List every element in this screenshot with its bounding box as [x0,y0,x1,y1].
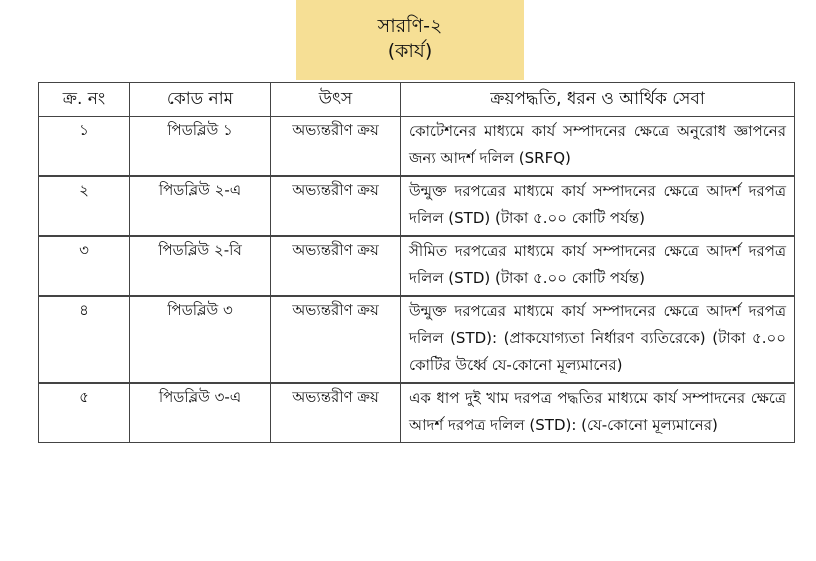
cell-serial: ৪ [39,296,130,383]
header-code: কোড নাম [130,83,271,117]
cell-description: সীমিত দরপত্রের মাধ্যমে কার্য সম্পাদনের ক্ষেত্রে আদর্শ দরপত্র দলিল (STD) (টাকা ৫.০০ কোটি পর্যন্ত) [401,236,795,296]
cell-serial: ১ [39,117,130,177]
cell-code: পিডব্লিউ ২-এ [130,176,271,236]
table-row [39,176,795,236]
cell-serial: ২ [39,176,130,236]
cell-code: পিডব্লিউ ৩-এ [130,383,271,443]
table-row [39,117,795,177]
cell-source: অভ্যন্তরীণ ক্রয় [271,236,401,296]
header-source: উৎস [271,83,401,117]
procurement-table [38,82,795,443]
cell-description: এক ধাপ দুই খাম দরপত্র পদ্ধতির মাধ্যমে কার্য সম্পাদনের ক্ষেত্রে আদর্শ দরপত্র দলিল (STD): (যে-কোনো মূল্যমানের) [401,383,795,443]
cell-code: পিডব্লিউ ১ [130,117,271,177]
cell-source: অভ্যন্তরীণ ক্রয় [271,176,401,236]
cell-code: পিডব্লিউ ২-বি [130,236,271,296]
table-row [39,236,795,296]
cell-serial: ৩ [39,236,130,296]
cell-source: অভ্যন্তরীণ ক্রয় [271,383,401,443]
cell-source: অভ্যন্তরীণ ক্রয় [271,117,401,177]
caption-title: সারণি-২ [377,15,443,37]
table-row [39,296,795,383]
cell-source: অভ্যন্তরীণ ক্রয় [271,296,401,383]
cell-serial: ৫ [39,383,130,443]
caption-subtitle: (কার্য) [387,40,433,62]
table-row [39,383,795,443]
header-description: ক্রয়পদ্ধতি, ধরন ও আর্থিক সেবা [401,83,795,117]
header-row [39,83,795,117]
cell-description: উন্মুক্ত দরপত্রের মাধ্যমে কার্য সম্পাদনের ক্ষেত্রে আদর্শ দরপত্র দলিল (STD) (টাকা ৫.০০ কোটি পর্যন্ত) [401,176,795,236]
cell-description: উন্মুক্ত দরপত্রের মাধ্যমে কার্য সম্পাদনের ক্ষেত্রে আদর্শ দরপত্র দলিল (STD): (প্রাকযোগ্যতা নির্ধারণ ব্যতিরেকে) (টাকা ৫.০০ কোটির উর্ধ্বে যে-কোনো মূল্যমানের) [401,296,795,383]
cell-description: কোটেশনের মাধ্যমে কার্য সম্পাদনের ক্ষেত্রে অনুরোধ জ্ঞাপনের জন্য আদর্শ দলিল (SRFQ) [401,117,795,177]
table-caption [296,0,524,80]
cell-code: পিডব্লিউ ৩ [130,296,271,383]
header-serial: ক্র. নং [39,83,130,117]
